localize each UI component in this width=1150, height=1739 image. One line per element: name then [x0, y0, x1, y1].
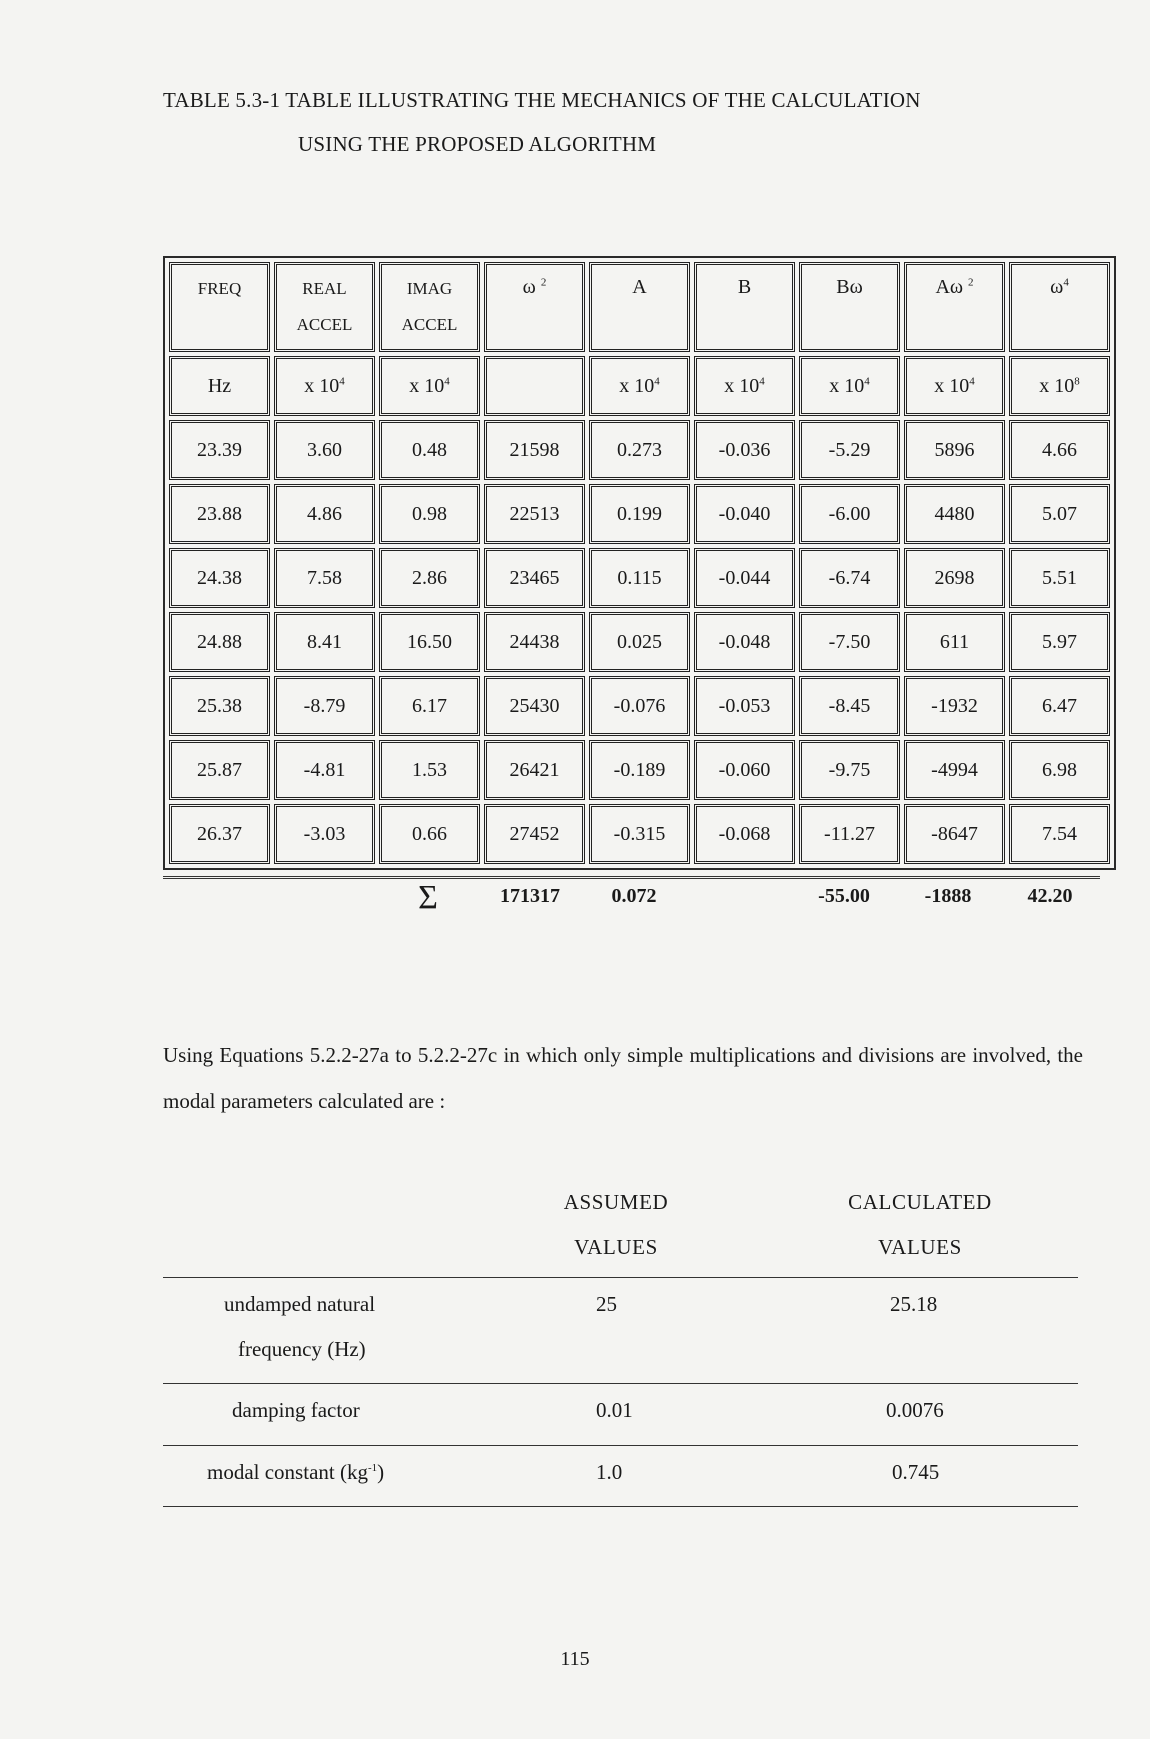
calculated-values-header: CALCULATED VALUES — [848, 1190, 992, 1259]
table-cell: -8647 — [904, 804, 1005, 864]
header-a: A — [589, 262, 690, 352]
table-row — [169, 420, 1110, 480]
table-cell: 0.025 — [589, 612, 690, 672]
table-cell: 5.97 — [1009, 612, 1110, 672]
table-cell: -0.036 — [694, 420, 795, 480]
table-cell: 21598 — [484, 420, 585, 480]
table-cell: 8.41 — [274, 612, 375, 672]
page-number: 115 — [560, 1648, 590, 1670]
table-cell: 24.38 — [169, 548, 270, 608]
table-cell: 4.86 — [274, 484, 375, 544]
table-cell: 0.48 — [379, 420, 480, 480]
params-rule-bottom — [163, 1506, 1078, 1507]
param-assumed-damping: 0.01 — [596, 1398, 633, 1422]
table-row — [169, 548, 1110, 608]
table-cell: 25.38 — [169, 676, 270, 736]
unit-cell: x $10^4$ — [904, 356, 1005, 416]
unit-cell: x $10^4$ — [379, 356, 480, 416]
table-cell: -1932 — [904, 676, 1005, 736]
header-omega-squared: ω $^2$ — [484, 262, 585, 352]
unit-cell: x $10^8$ — [1009, 356, 1110, 416]
param-label-modal-constant: modal constant $(kg^{-1})$ — [207, 1460, 385, 1484]
table-cell: -7.50 — [799, 612, 900, 672]
table-row — [169, 804, 1110, 864]
header-real-accel: REAL ACCEL — [274, 262, 375, 352]
table-cell: 5.51 — [1009, 548, 1110, 608]
table-cell: -6.74 — [799, 548, 900, 608]
table-cell: -4994 — [904, 740, 1005, 800]
table-cell: -5.29 — [799, 420, 900, 480]
header-b-omega: Bω — [799, 262, 900, 352]
table-row — [169, 740, 1110, 800]
table-cell: 27452 — [484, 804, 585, 864]
params-rule — [163, 1445, 1078, 1446]
table-cell: 6.17 — [379, 676, 480, 736]
table-cell: -0.315 — [589, 804, 690, 864]
table-cell: -0.060 — [694, 740, 795, 800]
params-rule-top — [163, 1277, 1078, 1278]
table-cell: 25430 — [484, 676, 585, 736]
header-imag-accel: IMAG ACCEL — [379, 262, 480, 352]
table-cell: 23.88 — [169, 484, 270, 544]
table-cell: 24.88 — [169, 612, 270, 672]
table-cell: -0.068 — [694, 804, 795, 864]
table-cell: -0.053 — [694, 676, 795, 736]
sum-a: 0.072 — [611, 885, 657, 907]
table-cell: 2698 — [904, 548, 1005, 608]
table-cell: 5896 — [904, 420, 1005, 480]
table-cell: 24438 — [484, 612, 585, 672]
unit-cell: x $10^4$ — [694, 356, 795, 416]
header-row — [169, 262, 1110, 352]
table-row — [169, 612, 1110, 672]
sum-a-omega-squared: -1888 — [924, 885, 972, 907]
body-paragraph: Using Equations 5.2.2-27a to 5.2.2-27c in which only simple multiplications and divisions are involved, the modal parameters calculated are : — [163, 1043, 1083, 1113]
table-cell: -4.81 — [274, 740, 375, 800]
table-cell: -6.00 — [799, 484, 900, 544]
table-cell: -8.45 — [799, 676, 900, 736]
param-assumed-frequency: 25 — [596, 1292, 617, 1316]
unit-cell: Hz — [169, 356, 270, 416]
param-assumed-modal-constant: 1.0 — [596, 1460, 623, 1484]
header-a-omega-squared: Aω $^2$ — [904, 262, 1005, 352]
table-cell: 0.115 — [589, 548, 690, 608]
table-cell: 26421 — [484, 740, 585, 800]
table-cell: -0.189 — [589, 740, 690, 800]
assumed-values-header: ASSUMED VALUES — [563, 1190, 669, 1259]
param-calculated-modal-constant: 0.745 — [892, 1460, 940, 1484]
unit-cell: x $10^4$ — [274, 356, 375, 416]
sum-omega-squared: 171317 — [500, 885, 560, 907]
header-b: B — [694, 262, 795, 352]
table-cell: -0.044 — [694, 548, 795, 608]
table-cell: 6.47 — [1009, 676, 1110, 736]
table-cell: 0.98 — [379, 484, 480, 544]
table-cell: 16.50 — [379, 612, 480, 672]
table-cell: 611 — [904, 612, 1005, 672]
units-row — [169, 356, 1110, 416]
table-cell: 23.39 — [169, 420, 270, 480]
table-cell: 4.66 — [1009, 420, 1110, 480]
table-cell: 25.87 — [169, 740, 270, 800]
table-cell: -0.076 — [589, 676, 690, 736]
table-bottom-rule — [163, 876, 1100, 879]
param-label-damping: damping factor — [232, 1398, 360, 1422]
table-cell: 7.58 — [274, 548, 375, 608]
table-caption — [163, 78, 1093, 166]
table-cell: 3.60 — [274, 420, 375, 480]
table-cell: -0.048 — [694, 612, 795, 672]
table-cell: -3.03 — [274, 804, 375, 864]
calculation-table — [163, 256, 1116, 870]
table-cell: 5.07 — [1009, 484, 1110, 544]
params-rule — [163, 1383, 1078, 1384]
caption-line-1: TABLE 5.3-1 TABLE ILLUSTRATING THE MECHANICS OF THE CALCULATION — [163, 88, 921, 112]
table-cell: -8.79 — [274, 676, 375, 736]
table-row — [169, 484, 1110, 544]
table-cell: 4480 — [904, 484, 1005, 544]
table-cell: 0.66 — [379, 804, 480, 864]
table-cell: 2.86 — [379, 548, 480, 608]
table-cell: 6.98 — [1009, 740, 1110, 800]
param-label-frequency: undamped natural frequency (Hz) — [224, 1292, 376, 1361]
header-freq: FREQ — [169, 262, 270, 352]
unit-cell — [484, 356, 585, 416]
table-cell: 0.273 — [589, 420, 690, 480]
unit-cell: x $10^4$ — [589, 356, 690, 416]
table-cell: 22513 — [484, 484, 585, 544]
table-cell: 26.37 — [169, 804, 270, 864]
table-cell: 1.53 — [379, 740, 480, 800]
table-cell: -11.27 — [799, 804, 900, 864]
caption-line-2: USING THE PROPOSED ALGORITHM — [298, 132, 657, 156]
table-cell: 0.199 — [589, 484, 690, 544]
sigma-symbol: Σ — [418, 879, 438, 916]
sums-row — [0, 879, 1150, 925]
param-calculated-frequency: 25.18 — [890, 1292, 938, 1316]
table-cell: 23465 — [484, 548, 585, 608]
table-cell: -0.040 — [694, 484, 795, 544]
sum-b-omega: -55.00 — [818, 885, 870, 907]
table-cell: 7.54 — [1009, 804, 1110, 864]
param-calculated-damping: 0.0076 — [886, 1398, 944, 1422]
table-cell: -9.75 — [799, 740, 900, 800]
table-row — [169, 676, 1110, 736]
header-omega-fourth: $\omega^4$ — [1009, 262, 1110, 352]
unit-cell: x $10^4$ — [799, 356, 900, 416]
sum-omega-fourth: 42.20 — [1027, 885, 1073, 907]
